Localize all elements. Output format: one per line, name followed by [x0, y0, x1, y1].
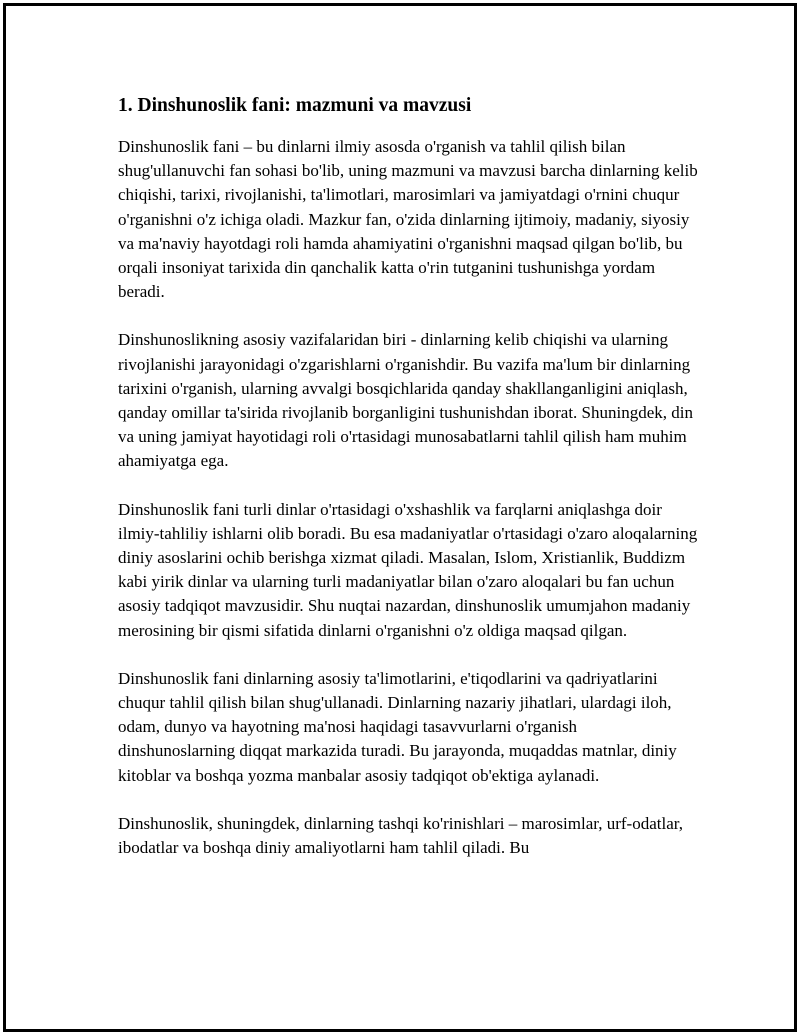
paragraph-3: Dinshunoslik fani turli dinlar o'rtasidagi o'xshashlik va farqlarni aniqlashga doir ilmiy-tahliliy ishlarni olib boradi. Bu esa madaniyatlar o'rtasidagi o'zaro aloqalarning diniy asoslarini ochib berishga xizmat qiladi. Masalan, Islom, Xristianlik, Buddizm kabi yirik dinlar va ularning turli madaniyatlar bilan o'zaro aloqalari bu fan uchun asosiy tadqiqot mavzusidir. Shu nuqtai nazardan, dinshunoslik umumjahon madaniy merosining bir qismi sifatida dinlarni o'rganishni o'z oldiga maqsad qilgan.: [118, 499, 698, 640]
paragraph-2: Dinshunoslikning asosiy vazifalaridan biri - dinlarning kelib chiqishi va ularning rivojlanishi jarayonidagi o'zgarishlarni o'rganishdir. Bu vazifa ma'lum bir dinlarning tarixini o'rganish, ularning avvalgi bosqichlarida qanday shakllanganligini aniqlash, qanday omillar ta'sirida rivojlanib borganligini tushunishdan iborat. Shuningdek, din va uning jamiyat hayotidagi roli o'rtasidagi munosabatlarni tahlil qilish ham muhim ahamiyatga ega.: [118, 330, 694, 471]
paragraph-5: Dinshunoslik, shuningdek, dinlarning tashqi ko'rinishlari – marosimlar, urf-odatlar, ibodatlar va boshqa diniy amaliyotlarni ham tahlil qiladi. Bu: [118, 813, 683, 858]
document-body: [118, 92, 698, 884]
paragraph-4: Dinshunoslik fani dinlarning asosiy ta'limotlarini, e'tiqodlarini va qadriyatlarini chuqur tahlil qilish bilan shug'ullanadi. Dinlarning nazariy jihatlari, ulardagi iloh, odam, dunyo va hayotning ma'nosi haqidagi tasavvurlarni o'rganish dinshunoslarning diqqat markazida turadi. Bu jarayonda, muqaddas matnlar, diniy kitoblar va boshqa yozma manbalar asosiy tadqiqot ob'ektiga aylanadi.: [118, 668, 677, 785]
paragraph-1: Dinshunoslik fani – bu dinlarni ilmiy asosda o'rganish va tahlil qilish bilan shug'ullanuvchi fan sohasi bo'lib, uning mazmuni va mavzusi barcha dinlarning kelib chiqishi, tarixi, rivojlanishi, ta'limotlari, marosimlari va jamiyatdagi o'rnini chuqur o'rganishni o'z ichiga oladi. Mazkur fan, o'zida dinlarning ijtimoiy, madaniy, siyosiy va ma'naviy hayotdagi roli hamda ahamiyatini o'rganishni maqsad qilgan bo'lib, bu orqali insoniyat tarixida din qanchalik katta o'rin tutganini tushunishga yordam beradi.: [118, 137, 698, 302]
section-heading: 1. Dinshunoslik fani: mazmuni va mavzusi: [118, 95, 472, 116]
